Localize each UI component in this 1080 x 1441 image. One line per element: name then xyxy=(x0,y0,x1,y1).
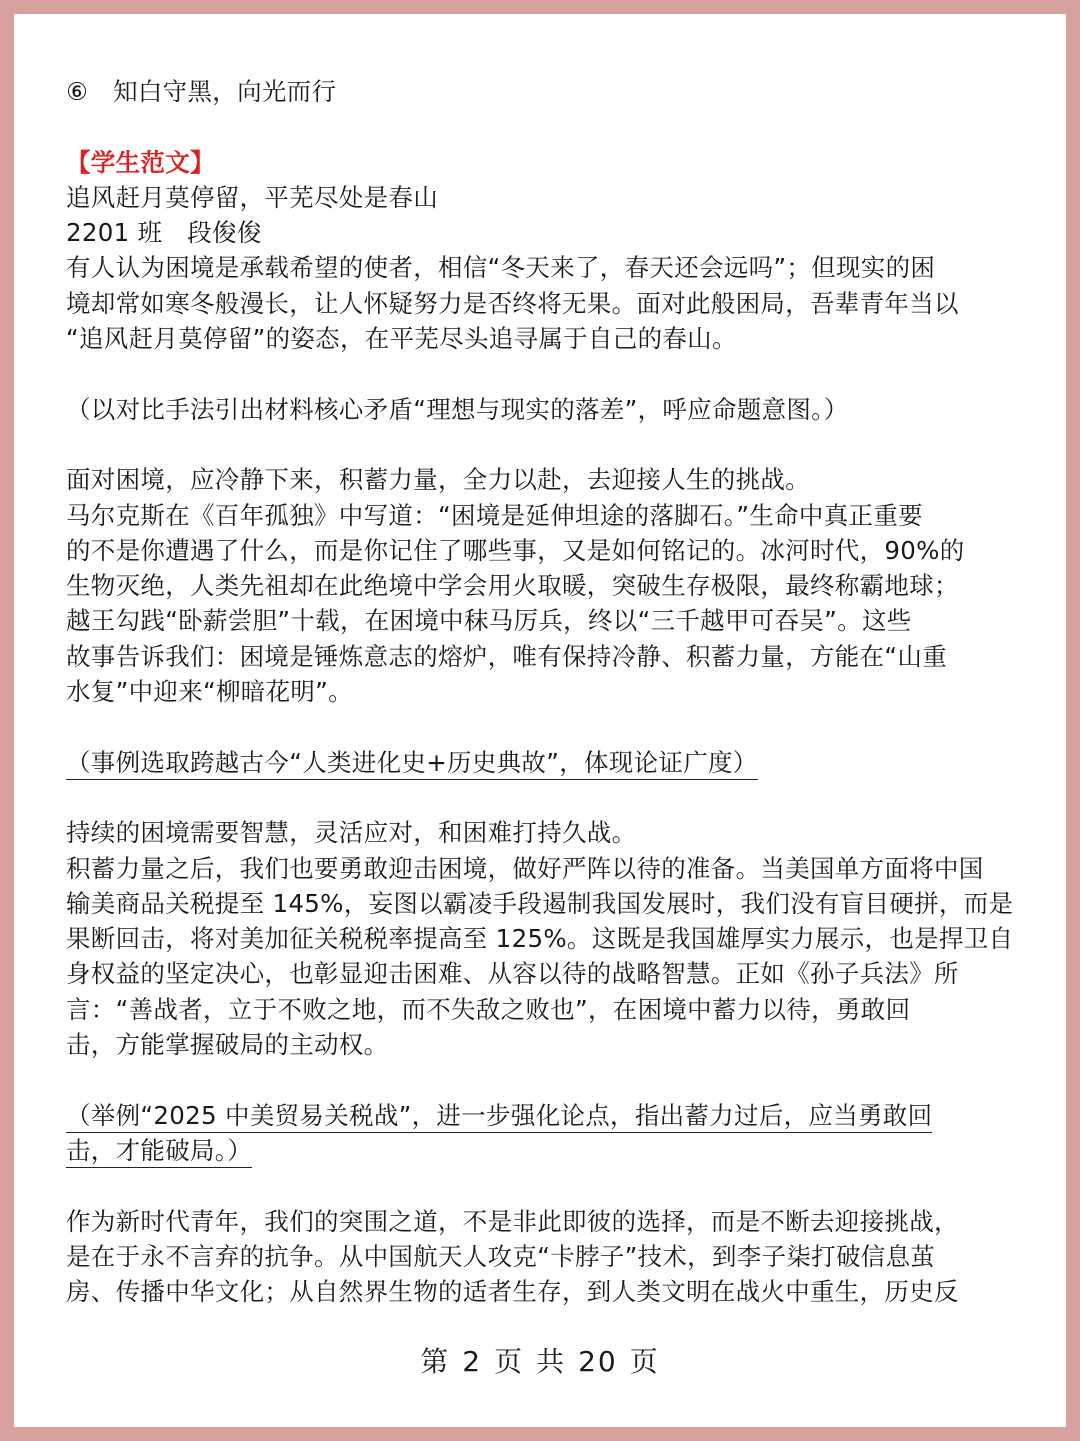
paragraph-line: 输美商品关税提至 145%，妄图以霸凌手段遏制我国发展时，我们没有盲目硬拼，而是 xyxy=(66,888,1014,918)
essay-author: 2201 班 段俊俊 xyxy=(66,218,262,248)
paragraph-line: 言：“善战者，立于不败之地，而不失敌之败也”，在困境中蓄力以待，勇敢回 xyxy=(66,994,911,1024)
current-page-number: 2 xyxy=(462,1345,483,1378)
document-content xyxy=(66,74,1014,1309)
paragraph-topic-sentence: 持续的困境需要智慧，灵活应对，和困难打持久战。 xyxy=(66,818,637,848)
paragraph-line: 的不是你遭遇了什么，而是你记住了哪些事，又是如何铭记的。冰河时代，90%的 xyxy=(66,535,965,565)
paragraph-line: 作为新时代青年，我们的突围之道，不是非此即彼的选择，而是不断去迎接挑战， xyxy=(66,1206,959,1236)
paragraph-line: 击，方能掌握破局的主动权。 xyxy=(66,1030,389,1060)
paragraph-line: 身权益的坚定决心，也彰显迎击困难、从容以待的战略智慧。正如《孙子兵法》所 xyxy=(66,959,959,989)
annotation-note: （以对比手法引出材料核心矛盾“理想与现实的落差”，呼应命题意图。） xyxy=(66,394,849,424)
essay-tag: 【学生范文】 xyxy=(66,147,215,177)
document-page xyxy=(14,14,1066,1427)
paragraph-line: 生物灭绝，人类先祖却在此绝境中学会用火取暖，突破生存极限，最终称霸地球； xyxy=(66,571,959,601)
annotation-note-underlined: （事例选取跨越古今“人类进化史+历史典故”，体现论证广度） xyxy=(66,748,758,780)
intro-line: 境却常如寒冬般漫长，让人怀疑努力是否终将无果。面对此般困局，吾辈青年当以 xyxy=(66,288,959,318)
essay-title: 追风赶月莫停留，平芜尽处是春山 xyxy=(66,182,438,212)
paragraph-line: 故事告诉我们：困境是锤炼意志的熔炉，唯有保持冷静、积蓄力量，方能在“山重 xyxy=(66,641,947,671)
paragraph-line: 果断回击，将对美加征关税税率提高至 125%。这既是我国雄厚实力展示，也是捍卫自 xyxy=(66,924,1014,954)
footer-label: 页 xyxy=(629,1345,660,1378)
paragraph-line: 积蓄力量之后，我们也要勇敢迎击困境，做好严阵以待的准备。当美国单方面将中国 xyxy=(66,853,984,883)
intro-line: 有人认为困境是承载希望的使者，相信“冬天来了，春天还会远吗”；但现实的困 xyxy=(66,253,936,283)
footer-label: 第 xyxy=(420,1345,451,1378)
paragraph-topic-sentence: 面对困境，应冷静下来，积蓄力量，全力以赴，去迎接人生的挑战。 xyxy=(66,465,810,495)
total-page-count: 20 xyxy=(578,1345,618,1378)
paragraph-line: 是在于永不言弃的抗争。从中国航天人攻克“卡脖子”技术，到李子柒打破信息茧 xyxy=(66,1241,936,1271)
paragraph-line: 越王勾践“卧薪尝胆”十载，在困境中秣马厉兵，终以“三千越甲可吞吴”。这些 xyxy=(66,606,912,636)
paragraph-line: 水复”中迎来“柳暗花明”。 xyxy=(66,677,353,707)
topic-line: ⑥ 知白守黑，向光而行 xyxy=(66,77,337,106)
footer-label: 共 xyxy=(536,1345,567,1378)
intro-line: “追风赶月莫停留”的姿态，在平芜尽头追寻属于自己的春山。 xyxy=(66,324,737,354)
annotation-note-underlined: （举例“2025 中美贸易关税战”，进一步强化论点，指出蓄力过后，应当勇敢回 xyxy=(66,1101,932,1133)
annotation-note-underlined: 击，才能破局。） xyxy=(66,1136,252,1168)
page-number-footer xyxy=(14,1340,1066,1380)
paragraph-line: 房、传播中华文化；从自然界生物的适者生存，到人类文明在战火中重生，历史反 xyxy=(66,1277,959,1307)
footer-label: 页 xyxy=(494,1345,525,1378)
paragraph-line: 马尔克斯在《百年孤独》中写道：“困境是延伸坦途的落脚石。”生命中真正重要 xyxy=(66,500,923,530)
